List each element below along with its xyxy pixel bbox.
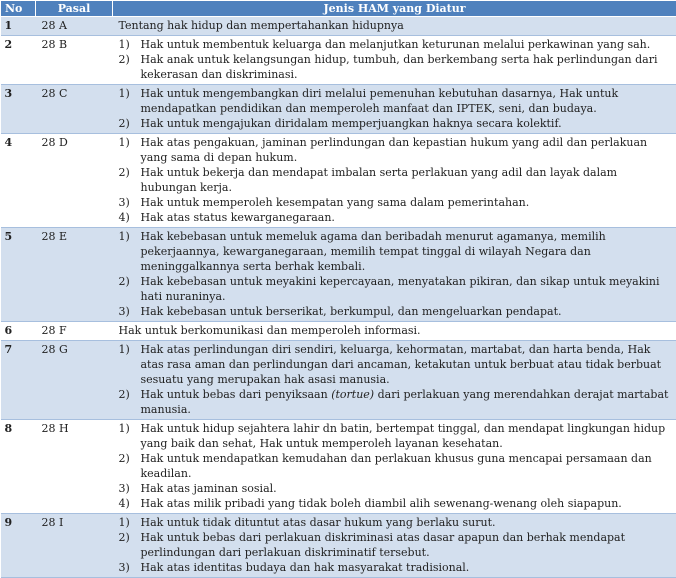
list-item-text: Hak atas milik pribadi yang tidak boleh diambil alih sewenang-wenang oleh siapapun. xyxy=(141,497,622,510)
list-item-text-wrap xyxy=(141,274,673,304)
pasal-cell: 28 G xyxy=(36,341,113,420)
list-item-number: 1) xyxy=(119,342,141,387)
pasal-cell: 28 D xyxy=(36,134,113,228)
row-number: 1 xyxy=(1,17,36,36)
header-pasal: Pasal xyxy=(36,1,113,17)
list-item-text: Hak kebebasan untuk meyakini kepercayaan, menyatakan pikiran, dan sikap untuk meyakini hati nuraninya. xyxy=(141,275,660,303)
list-item xyxy=(119,135,673,165)
list-item xyxy=(119,210,673,225)
list-item-number: 1) xyxy=(119,515,141,530)
list-item-text-wrap xyxy=(141,560,673,575)
list-item xyxy=(119,195,673,210)
list-item-text: Hak anak untuk kelangsungan hidup, tumbuh, dan berkembang serta hak perlindungan dari kekerasan dan diskriminasi. xyxy=(141,53,658,81)
pasal-cell: 28 F xyxy=(36,322,113,341)
jenis-cell xyxy=(113,420,676,514)
list-item xyxy=(119,515,673,530)
list-item-text-continued: dari perlakuan yang merendahkan derajat martabat manusia. xyxy=(141,388,669,416)
list-item-text-wrap xyxy=(141,210,673,225)
list-item-text: Hak atas status kewarganegaraan. xyxy=(141,211,335,224)
list-item-text: Hak atas jaminan sosial. xyxy=(141,482,277,495)
list-item-text: Hak atas perlindungan diri sendiri, keluarga, kehormatan, martabat, dan harta benda, Hak atas rasa aman dan perlindungan dari ancaman, ketakutan untuk berbuat atau tidak berbuat sesuatu yang merupakan hak asasi manusia. xyxy=(141,343,662,386)
list-item-number: 1) xyxy=(119,135,141,165)
jenis-cell xyxy=(113,322,676,341)
rights-list xyxy=(119,86,673,131)
list-item-number: 4) xyxy=(119,496,141,511)
rights-list xyxy=(119,135,673,225)
row-number: 2 xyxy=(1,36,36,85)
jenis-cell xyxy=(113,341,676,420)
list-item-number: 2) xyxy=(119,165,141,195)
list-item-text-wrap xyxy=(141,165,673,195)
list-item-text: Hak untuk mengajukan diridalam memperjuangkan haknya secara kolektif. xyxy=(141,117,562,130)
list-item-number: 1) xyxy=(119,229,141,274)
header-jenis: Jenis HAM yang Diatur xyxy=(113,1,676,17)
row-number: 4 xyxy=(1,134,36,228)
list-item xyxy=(119,52,673,82)
rights-list xyxy=(119,229,673,319)
table-row xyxy=(1,322,676,341)
list-item-number: 1) xyxy=(119,421,141,451)
list-item-number: 3) xyxy=(119,304,141,319)
list-item-text: Hak untuk bebas dari perlakuan diskriminasi atas dasar apapun dan berhak mendapat perlindungan dari perlakuan diskriminatif tersebut. xyxy=(141,531,626,559)
rights-text: Tentang hak hidup dan mempertahankan hidupnya xyxy=(119,18,673,33)
jenis-cell xyxy=(113,134,676,228)
table-row xyxy=(1,17,676,36)
list-item-number: 4) xyxy=(119,210,141,225)
jenis-cell xyxy=(113,85,676,134)
list-item-text: Hak untuk bebas dari penyiksaan xyxy=(141,388,328,401)
list-item-text-wrap xyxy=(141,421,673,451)
list-item-number: 3) xyxy=(119,481,141,496)
list-item-text: Hak untuk mendapatkan kemudahan dan perlakuan khusus guna mencapai persamaan dan keadilan. xyxy=(141,452,652,480)
list-item xyxy=(119,496,673,511)
list-item-text-wrap xyxy=(141,387,673,417)
table-row xyxy=(1,134,676,228)
header-no: No xyxy=(1,1,36,17)
list-item-text: Hak untuk mengembangkan diri melalui pemenuhan kebutuhan dasarnya, Hak untuk mendapatkan pendidikan dan memperoleh manfaat dan IPTEK, seni, dan budaya. xyxy=(141,87,619,115)
list-item-number: 2) xyxy=(119,52,141,82)
table-row xyxy=(1,85,676,134)
list-item-text-wrap xyxy=(141,37,673,52)
list-item-text: Hak atas pengakuan, jaminan perlindungan dan kepastian hukum yang adil dan perlakuan yang sama di depan hukum. xyxy=(141,136,648,164)
list-item xyxy=(119,530,673,560)
list-item xyxy=(119,304,673,319)
table-body xyxy=(1,17,676,578)
list-item-number: 2) xyxy=(119,530,141,560)
row-number: 9 xyxy=(1,514,36,578)
jenis-cell xyxy=(113,514,676,578)
list-item-number: 2) xyxy=(119,116,141,131)
rights-list xyxy=(119,37,673,82)
list-item-text-wrap xyxy=(141,229,673,274)
list-item xyxy=(119,37,673,52)
list-item-text: Hak kebebasan untuk berserikat, berkumpul, dan mengeluarkan pendapat. xyxy=(141,305,562,318)
list-item-text-wrap xyxy=(141,496,673,511)
list-item xyxy=(119,387,673,417)
list-item-text-wrap xyxy=(141,515,673,530)
list-item xyxy=(119,481,673,496)
pasal-cell: 28 A xyxy=(36,17,113,36)
list-item xyxy=(119,229,673,274)
list-item-text-wrap xyxy=(141,116,673,131)
row-number: 7 xyxy=(1,341,36,420)
rights-list xyxy=(119,342,673,417)
list-item xyxy=(119,342,673,387)
list-item-number: 3) xyxy=(119,195,141,210)
list-item-text-wrap xyxy=(141,135,673,165)
table-row xyxy=(1,36,676,85)
list-item-italic-term: (tortue) xyxy=(331,388,374,401)
table-row xyxy=(1,420,676,514)
pasal-cell: 28 B xyxy=(36,36,113,85)
header-row xyxy=(1,1,676,17)
list-item-text: Hak atas identitas budaya dan hak masyarakat tradisional. xyxy=(141,561,470,574)
list-item-text-wrap xyxy=(141,195,673,210)
list-item xyxy=(119,86,673,116)
rights-text: Hak untuk berkomunikasi dan memperoleh informasi. xyxy=(119,323,673,338)
pasal-cell: 28 H xyxy=(36,420,113,514)
list-item-number: 2) xyxy=(119,274,141,304)
list-item-text: Hak untuk membentuk keluarga dan melanjutkan keturunan melalui perkawinan yang sah. xyxy=(141,38,651,51)
row-number: 8 xyxy=(1,420,36,514)
list-item-number: 1) xyxy=(119,37,141,52)
list-item-number: 2) xyxy=(119,451,141,481)
pasal-cell: 28 E xyxy=(36,228,113,322)
list-item-text-wrap xyxy=(141,342,673,387)
table-row xyxy=(1,514,676,578)
list-item xyxy=(119,274,673,304)
list-item-text: Hak untuk hidup sejahtera lahir dn batin, bertempat tinggal, dan mendapat lingkungan hidup yang baik dan sehat, Hak untuk memperoleh layanan kesehatan. xyxy=(141,422,666,450)
table-row xyxy=(1,228,676,322)
list-item xyxy=(119,421,673,451)
list-item-number: 1) xyxy=(119,86,141,116)
list-item-text: Hak untuk tidak dituntut atas dasar hukum yang berlaku surut. xyxy=(141,516,496,529)
list-item-text: Hak kebebasan untuk memeluk agama dan beribadah menurut agamanya, memilih pekerjaannya, kewarganegaraan, memilih tempat tinggal di wilayah Negara dan meninggalkannya serta berhak kembali. xyxy=(141,230,606,273)
table-header xyxy=(1,1,676,17)
rights-list xyxy=(119,515,673,575)
row-number: 3 xyxy=(1,85,36,134)
rights-list xyxy=(119,421,673,511)
list-item-number: 2) xyxy=(119,387,141,417)
list-item xyxy=(119,116,673,131)
list-item-text-wrap xyxy=(141,86,673,116)
list-item-text: Hak untuk memperoleh kesempatan yang sama dalam pemerintahan. xyxy=(141,196,530,209)
jenis-cell xyxy=(113,36,676,85)
row-number: 5 xyxy=(1,228,36,322)
list-item-text-wrap xyxy=(141,304,673,319)
table-row xyxy=(1,341,676,420)
jenis-cell xyxy=(113,228,676,322)
list-item-text-wrap xyxy=(141,52,673,82)
list-item-text-wrap xyxy=(141,530,673,560)
row-number: 6 xyxy=(1,322,36,341)
list-item-text: Hak untuk bekerja dan mendapat imbalan serta perlakuan yang adil dan layak dalam hubungan kerja. xyxy=(141,166,618,194)
list-item-number: 3) xyxy=(119,560,141,575)
pasal-cell: 28 I xyxy=(36,514,113,578)
list-item xyxy=(119,165,673,195)
jenis-cell xyxy=(113,17,676,36)
list-item-text-wrap xyxy=(141,451,673,481)
pasal-cell: 28 C xyxy=(36,85,113,134)
list-item xyxy=(119,560,673,575)
list-item xyxy=(119,451,673,481)
list-item-text-wrap xyxy=(141,481,673,496)
